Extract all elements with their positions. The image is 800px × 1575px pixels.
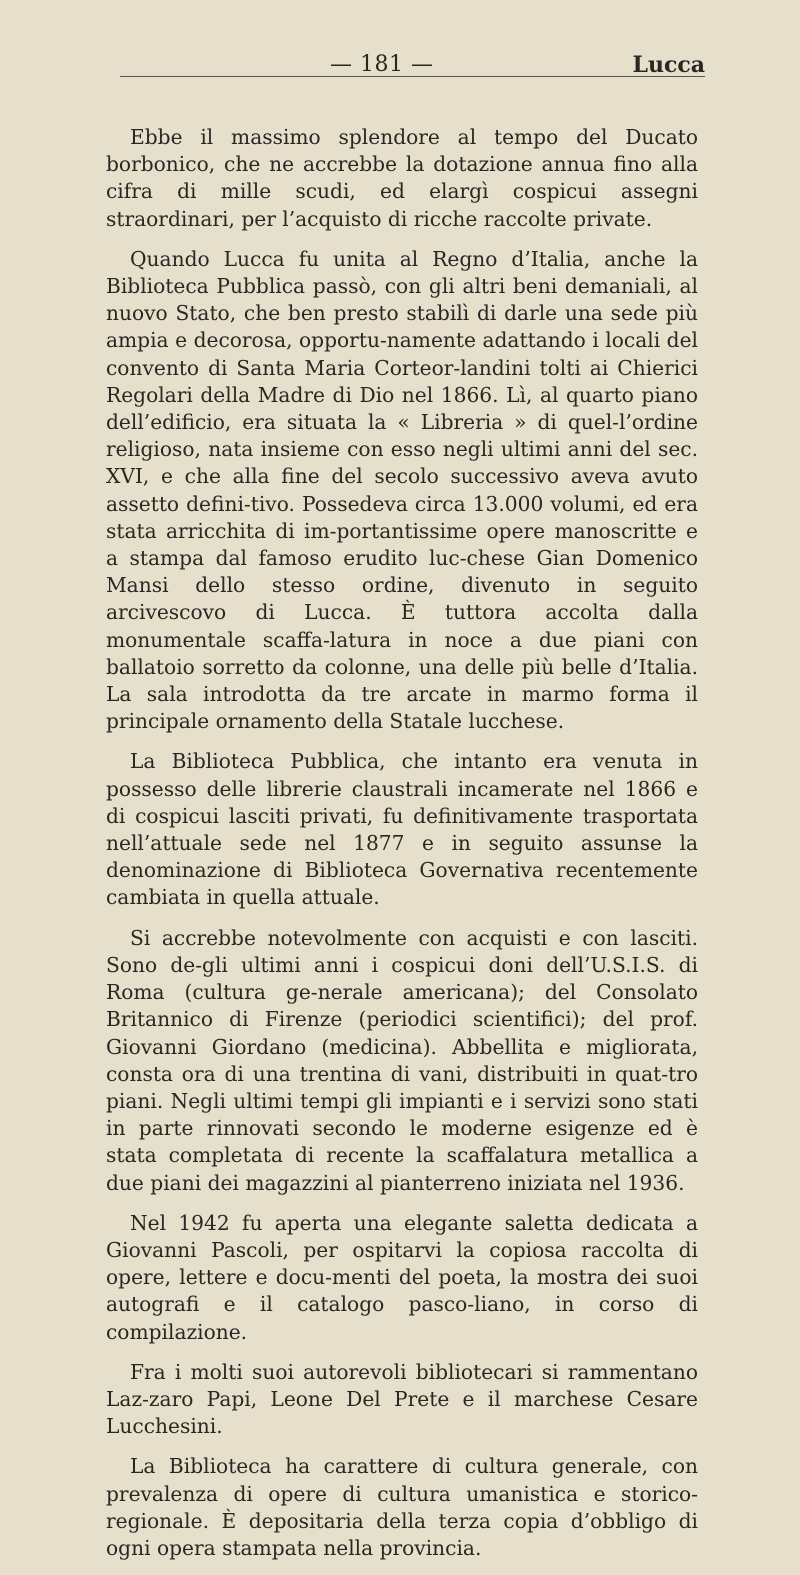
header-rule — [120, 76, 705, 77]
body-text — [106, 124, 698, 1575]
paragraph: La Biblioteca ha carattere di cultura generale, con prevalenza di opere di cultura umanistica e storico-regionale. È depositaria della terza copia d’obbligo di ogni opera stampata nella provincia. — [106, 1454, 698, 1560]
running-title: Lucca — [632, 52, 705, 78]
paragraph: Fra i molti suoi autorevoli bibliotecari si rammentano Laz-zaro Papi, Leone Del Prete e il marchese Cesare Lucchesini. — [106, 1359, 698, 1439]
paragraph: Si accrebbe notevolmente con acquisti e con lasciti. Sono de-gli ultimi anni i cospicui doni dell’U.S.I.S. di Roma (cultura ge-nerale americana); del Consolato Britannico di Firenze (periodici scientifici); del prof. Giovanni Giordano (medicina). Abbellita e migliorata, consta ora di una trentina di vani, distribuiti in quat-tro piani. Negli ultimi tempi gli impianti e i servizi sono stati in parte rinnovati secondo le moderne esigenze ed è stata completata di recente la scaffalatura metallica a due piani dei magazzini al pianterreno iniziata nel 1936. — [106, 925, 698, 1195]
page-header — [120, 52, 705, 82]
page-number: — 181 — — [330, 52, 434, 77]
paragraph: Nel 1942 fu aperta una elegante saletta dedicata a Giovanni Pascoli, per ospitarvi la copiosa raccolta di opere, lettere e docu-menti del poeta, la mostra dei suoi autografi e il catalogo pasco-liano, in corso di compilazione. — [106, 1210, 698, 1344]
paragraph: Quando Lucca fu unita al Regno d’Italia, anche la Biblioteca Pubblica passò, con gli altri beni demaniali, al nuovo Stato, che ben presto stabilì di darle una sede più ampia e decorosa, opportu-namente adattando i locali del convento di Santa Maria Corteor-landini tolti ai Chierici Regolari della Madre di Dio nel 1866. Lì, al quarto piano dell’edificio, era situata la « Libreria » di quel-l’ordine religioso, nata insieme con esso negli ultimi anni del sec. XVI, e che alla fine del secolo successivo aveva avuto assetto defini-tivo. Possedeva circa 13.000 volumi, ed era stata arricchita di im-portantissime opere manoscritte e a stampa dal famoso erudito luc-chese Gian Domenico Mansi dello stesso ordine, divenuto in seguito arcivescovo di Lucca. È tuttora accolta dalla monumentale scaffa-latura in noce a due piani con ballatoio sorretto da colonne, una delle più belle d’Italia. La sala introdotta da tre arcate in marmo forma il principale ornamento della Statale lucchese. — [106, 246, 698, 734]
paragraph: La Biblioteca Pubblica, che intanto era venuta in possesso delle librerie claustrali incamerate nel 1866 e di cospicui lasciti privati, fu definitivamente trasportata nell’attuale sede nel 1877 e in seguito assunse la denominazione di Biblioteca Governativa recentemente cambiata in quella attuale. — [106, 749, 698, 910]
paragraph: Ebbe il massimo splendore al tempo del Ducato borbonico, che ne accrebbe la dotazione annua fino alla cifra di mille scudi, ed elargì cospicui assegni straordinari, per l’acquisto di ricche raccolte private. — [106, 125, 698, 231]
